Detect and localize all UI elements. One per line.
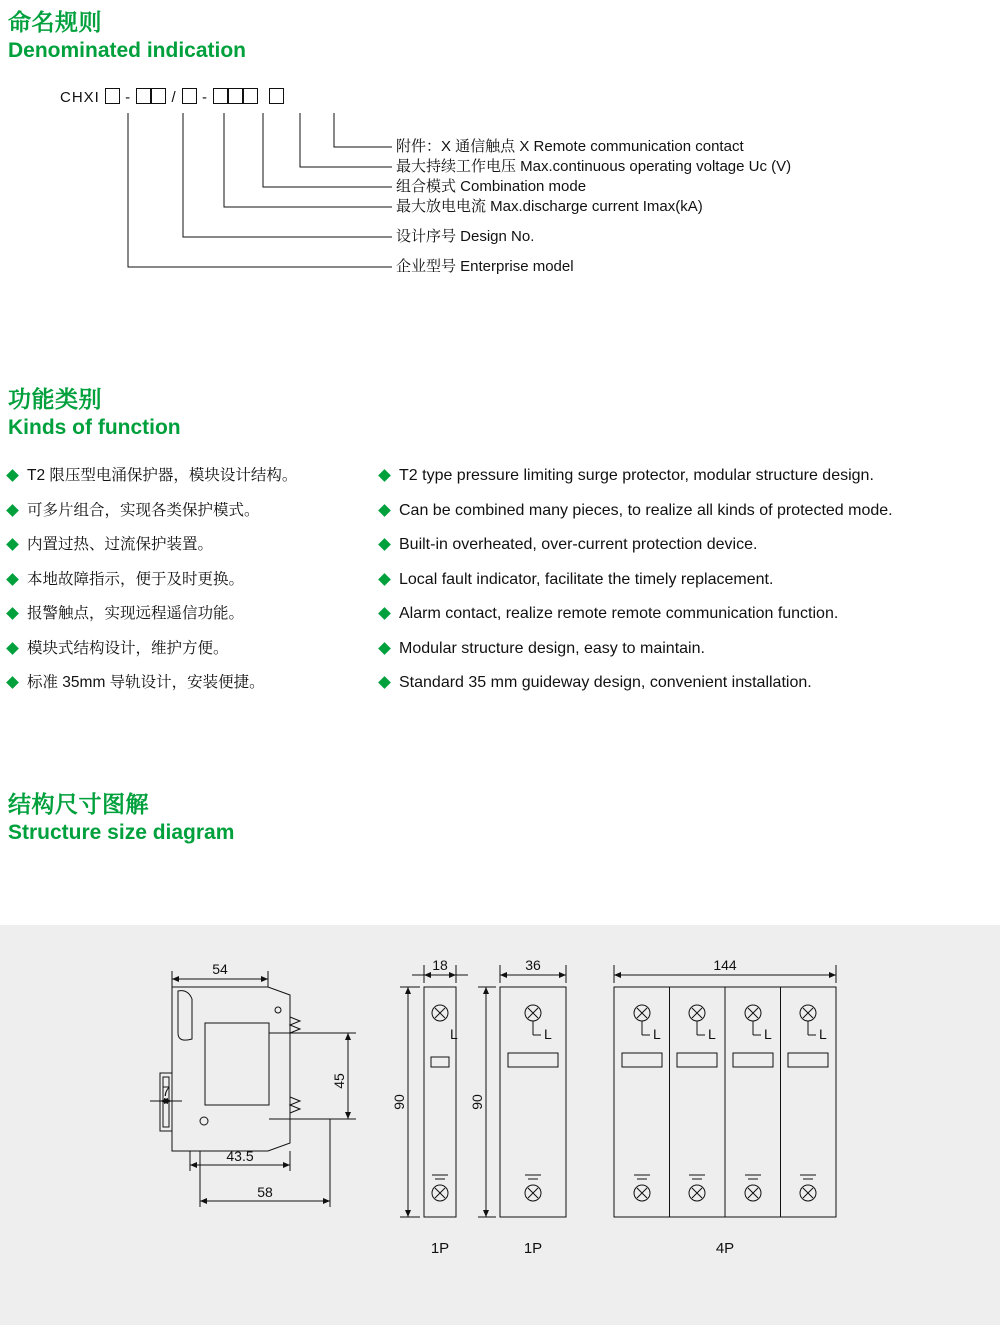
list-item xyxy=(380,569,990,591)
list-item-label: T2 type pressure limiting surge protector, modular structure design. xyxy=(399,467,874,484)
leader-label-3: 最大放电电流 Max.discharge current Imax(kA) xyxy=(396,198,703,215)
section-title-cn: 命名规则 xyxy=(8,9,102,35)
dimension-label-1p-width: 18 xyxy=(432,957,448,973)
pole-label-view2: 1P xyxy=(523,1240,543,1257)
section-title-cn-functions: 功能类别 xyxy=(8,386,102,412)
section-title-en-functions: Kinds of function xyxy=(8,416,181,439)
list-item xyxy=(380,672,990,694)
dimension-label-side-base: 43.5 xyxy=(226,1148,254,1164)
list-item xyxy=(380,603,990,625)
diamond-bullet-icon xyxy=(378,642,391,655)
list-item xyxy=(8,638,378,660)
dimension-label-side-width: 54 xyxy=(212,961,228,977)
list-item-label: 可多片组合，实现各类保护模式。 xyxy=(27,501,260,519)
section-heading-structure xyxy=(8,790,234,846)
list-item-label: 标准 35mm 导轨设计，安装便捷。 xyxy=(27,674,265,691)
leader-label-5: 企业型号 Enterprise model xyxy=(396,258,574,275)
list-item-label: Local fault indicator, facilitate the timely replacement. xyxy=(399,570,774,588)
diamond-bullet-icon xyxy=(378,676,391,689)
dimension-label-side-window: 45 xyxy=(331,1073,347,1089)
list-item xyxy=(380,465,990,487)
leader-label-0: 附件：X 通信触点 X Remote communication contact xyxy=(396,138,744,155)
list-item xyxy=(380,534,990,556)
list-item xyxy=(8,603,378,625)
diamond-bullet-icon xyxy=(378,469,391,482)
functions-column-cn xyxy=(8,465,378,707)
diamond-bullet-icon xyxy=(378,573,391,586)
list-item-label: 报警触点，实现远程遥信功能。 xyxy=(27,605,245,622)
diamond-bullet-icon xyxy=(6,469,19,482)
dimension-label-2p-height: 90 xyxy=(469,1094,485,1110)
terminal-letter-4: L xyxy=(708,1026,716,1042)
list-item-label: Modular structure design, easy to maintain. xyxy=(399,639,705,657)
terminal-letter-2: L xyxy=(544,1026,552,1042)
diamond-bullet-icon xyxy=(378,538,391,551)
terminal-letter-6: L xyxy=(819,1026,827,1042)
dimension-label-side-depth: 58 xyxy=(257,1184,273,1200)
diamond-bullet-icon xyxy=(6,573,19,586)
diamond-bullet-icon xyxy=(378,504,391,517)
list-item-label: Can be combined many pieces, to realize all kinds of protected mode. xyxy=(399,501,893,519)
list-item xyxy=(380,638,990,660)
terminal-letter-3: L xyxy=(653,1026,661,1042)
diamond-bullet-icon xyxy=(6,607,19,620)
model-code-string: CHXI - / - xyxy=(60,88,284,106)
leader-label-4: 设计序号 Design No. xyxy=(396,228,535,245)
diamond-bullet-icon xyxy=(6,676,19,689)
list-item xyxy=(8,672,378,694)
model-prefix: CHXI xyxy=(60,89,100,106)
list-item-label: 本地故障指示，便于及时更换。 xyxy=(27,570,245,588)
terminal-letter-5: L xyxy=(764,1026,772,1042)
section-heading-denomination xyxy=(8,8,246,64)
diamond-bullet-icon xyxy=(6,642,19,655)
leader-label-2: 组合模式 Combination mode xyxy=(396,178,587,195)
list-item xyxy=(380,500,990,522)
dimension-label-2p-width: 36 xyxy=(525,957,541,973)
list-item xyxy=(8,465,378,487)
functions-column-en xyxy=(380,465,990,707)
terminal-letter-1: L xyxy=(450,1026,458,1042)
section-title-en: Denominated indication xyxy=(8,39,247,62)
diamond-bullet-icon xyxy=(6,504,19,517)
section-heading-functions xyxy=(8,385,181,441)
denomination-diagram xyxy=(0,80,1000,330)
list-item xyxy=(8,534,378,556)
dimension-label-1p-height: 90 xyxy=(391,1094,407,1110)
section-title-en-structure: Structure size diagram xyxy=(8,821,235,844)
pole-label-view3: 4P xyxy=(715,1240,735,1257)
list-item xyxy=(8,569,378,591)
leader-label-1: 最大持续工作电压 Max.continuous operating voltage Uc (V) xyxy=(396,158,792,175)
dimension-label-4p-width: 144 xyxy=(713,957,737,973)
pole-label-view1: 1P xyxy=(430,1240,450,1257)
list-item-label: T2 限压型电涌保护器，模块设计结构。 xyxy=(27,467,298,484)
dimension-label-side-lip: 7 xyxy=(162,1083,170,1099)
list-item-label: Standard 35 mm guideway design, convenient installation. xyxy=(399,674,812,691)
diamond-bullet-icon xyxy=(6,538,19,551)
list-item-label: Built-in overheated, over-current protection device. xyxy=(399,536,758,553)
list-item-label: 内置过热、过流保护装置。 xyxy=(27,536,214,553)
list-item-label: 模块式结构设计，维护方便。 xyxy=(27,639,229,657)
section-title-cn-structure: 结构尺寸图解 xyxy=(8,791,149,817)
list-item-label: Alarm contact, realize remote remote communication function. xyxy=(399,605,839,622)
structure-size-diagram xyxy=(0,925,1000,1325)
diamond-bullet-icon xyxy=(378,607,391,620)
list-item xyxy=(8,500,378,522)
